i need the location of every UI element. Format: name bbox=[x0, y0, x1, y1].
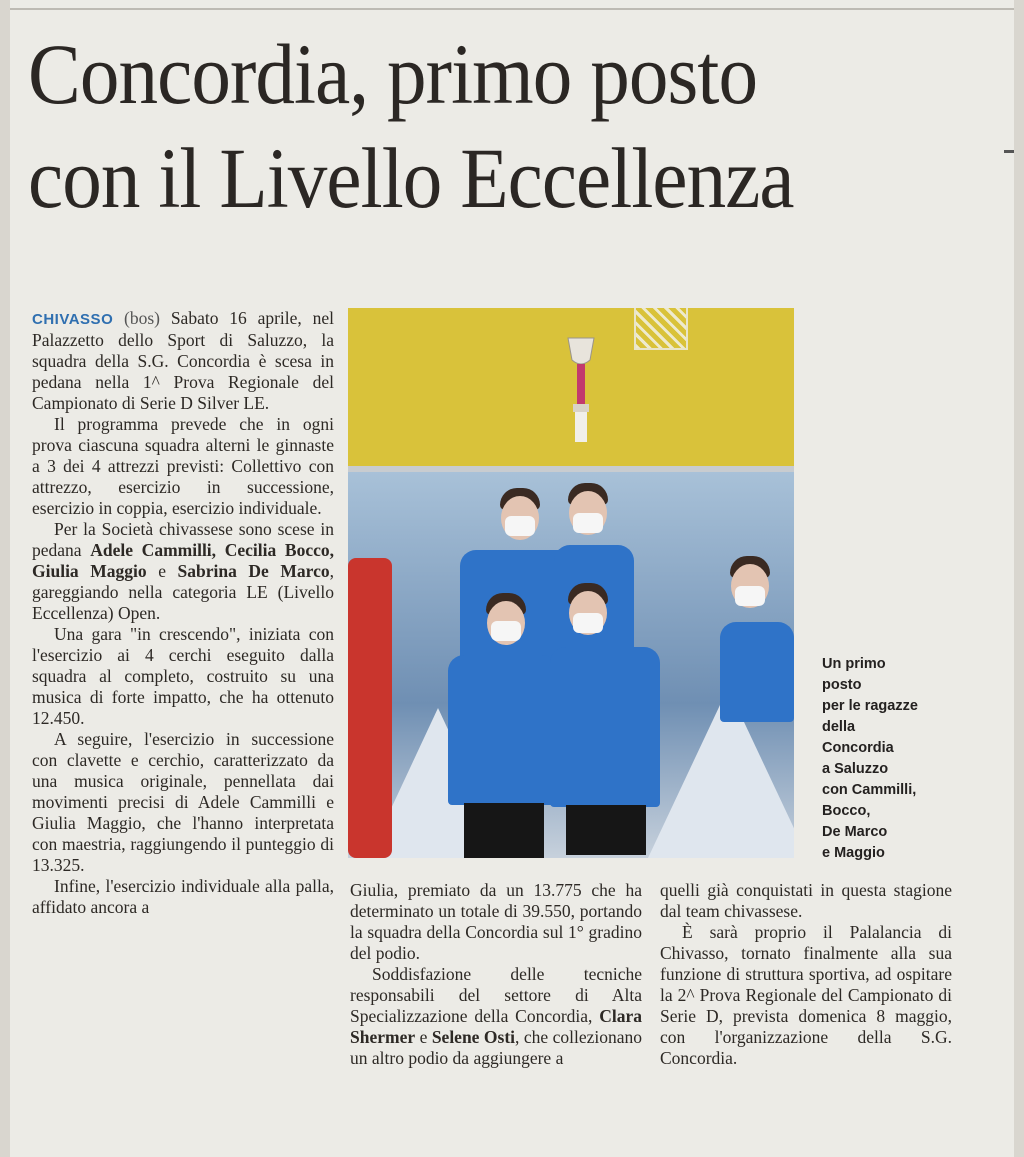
trophy-icon bbox=[564, 334, 598, 444]
paragraph-7: Giulia, premiato da un 13.775 che ha determinato un totale di 39.550, portando la squadra della Concordia sul 1° gradino del podio. bbox=[350, 880, 642, 963]
coach-name-shermer: Clara Shermer bbox=[350, 1006, 642, 1047]
paragraph-3-text-a: Per la Società chivassese sono scese in pedana bbox=[32, 519, 334, 560]
caption-line: della bbox=[822, 719, 856, 735]
photo-caption bbox=[822, 654, 942, 864]
paragraph-5: A seguire, l'esercizio in successione con clavette e cerchio, caratterizzato da una musica originale, pennellata dai movimenti precisi di Adele Cammilli e Giulia Maggio, che l'hanno interpretata con maestria, raggiungendo il punteggio di 13.325. bbox=[32, 729, 334, 875]
newspaper-page bbox=[10, 0, 1014, 1157]
person-red-coat bbox=[348, 558, 392, 858]
basketball-hoop bbox=[634, 308, 688, 350]
caption-line: De Marco bbox=[822, 824, 888, 840]
paragraph-8-text-b: , che collezionano un altro podio da aggiungere a bbox=[350, 1027, 642, 1068]
paragraph-1 bbox=[32, 308, 334, 414]
headline-line-2: con il Livello Eccellenza bbox=[28, 130, 794, 226]
caption-line: a Saluzzo bbox=[822, 761, 889, 777]
headline-line-1: Concordia, primo posto bbox=[28, 26, 758, 122]
paragraph-3 bbox=[32, 519, 334, 624]
paragraph-8-text-a: Soddisfazione delle tecniche responsabili del settore di Alta Specializzazione della Concordia, bbox=[350, 964, 642, 1026]
caption-line: Concordia bbox=[822, 740, 894, 756]
paragraph-8 bbox=[350, 964, 642, 1069]
coach-name-osti: Selene Osti bbox=[431, 1027, 516, 1047]
article-column-2 bbox=[350, 880, 642, 1069]
top-rule bbox=[10, 8, 1014, 10]
paragraph-6: Infine, l'esercizio individuale alla palla, affidato ancora a bbox=[32, 876, 334, 917]
headline bbox=[28, 22, 911, 230]
byline: (bos) bbox=[124, 308, 161, 328]
caption-line: Bocco, bbox=[822, 803, 871, 819]
caption-line: posto bbox=[822, 677, 862, 693]
caption-line: con Cammilli, bbox=[822, 782, 917, 798]
paragraph-4: Una gara "in crescendo", iniziata con l'esercizio ai 4 cerchi eseguito dalla squadra al completo, costruito su una musica di forte impatto, che ha ottenuto 12.450. bbox=[32, 624, 334, 728]
paragraph-8-conj: e bbox=[415, 1027, 432, 1047]
caption-line: Un primo bbox=[822, 656, 886, 672]
article-column-1 bbox=[32, 308, 334, 918]
paragraph-1-text: Sabato 16 aprile, nel Palazzetto dello Sport di Saluzzo, la squadra della S.G. Concordia è scesa in pedana nella 1^ Prova Regionale del Campionato di Serie D Silver LE. bbox=[32, 308, 334, 413]
athlete-names: Adele Cammilli, Cecilia Bocco, Giulia Maggio bbox=[32, 540, 334, 581]
margin-mark bbox=[1004, 150, 1014, 153]
caption-line: per le ragazze bbox=[822, 698, 918, 714]
team-photo bbox=[348, 308, 794, 858]
paragraph-10: È sarà proprio il Palalancia di Chivasso, tornato finalmente alla sua funzione di struttura sportiva, ad ospitare la 2^ Prova Regionale del Campionato di Serie D, prevista domenica 8 maggio, con l'organizzazione della S.G. Concordia. bbox=[660, 922, 952, 1068]
paragraph-3-conj: e bbox=[146, 561, 178, 581]
athlete-name-de-marco: Sabrina De Marco bbox=[177, 561, 330, 581]
paragraph-9: quelli già conquistati in questa stagione dal team chivassese. bbox=[660, 880, 952, 921]
caption-line: e Maggio bbox=[822, 845, 885, 861]
article-column-3 bbox=[660, 880, 952, 1069]
paragraph-2: Il programma prevede che in ogni prova ciascuna squadra alterni le ginnaste a 3 dei 4 attrezzi previsti: Collettivo con attrezzo, esercizio in successione, esercizio in coppia, esercizio individuale. bbox=[32, 414, 334, 518]
dateline: CHIVASSO bbox=[32, 311, 114, 328]
paragraph-3-text-b: , gareggiando nella categoria LE (Livello Eccellenza) Open. bbox=[32, 561, 334, 623]
